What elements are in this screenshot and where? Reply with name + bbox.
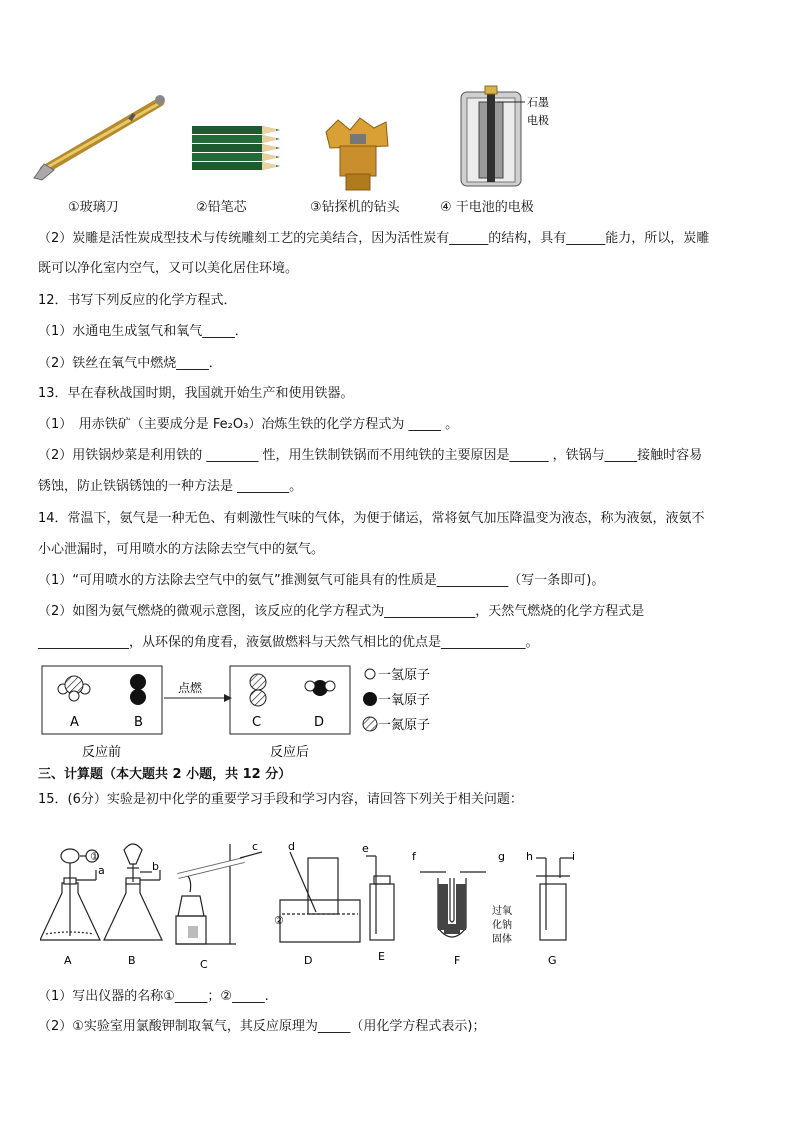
label-d: D — [314, 715, 325, 730]
mark-circle-1: ① — [90, 850, 100, 863]
nitrogen-atom — [250, 690, 266, 706]
q12-title: 12．书写下列反应的化学方程式． — [38, 293, 237, 308]
q11-part2-line1: （2）炭雕是活性炭成型技术与传统雕刻工艺的完美结合，因为活性炭有______的结构，具有______能力，所以，炭雕 — [38, 231, 710, 246]
drill-bit-image — [320, 116, 395, 194]
legend-oxygen: 一氧原子 — [378, 693, 431, 708]
mark-i: i — [572, 850, 576, 863]
mark-circle-2: ② — [274, 914, 284, 927]
caption-drill-bit: ③钻探机的钻头 — [310, 200, 400, 215]
q14-title-line2: 小心泄漏时，可用喷水的方法除去空气中的氨气。 — [38, 542, 325, 557]
apparatus-label-c: C — [200, 958, 208, 971]
apparatus-label-f: F — [454, 954, 461, 967]
q13-part2-line2: 锈蚀，防止铁锅锈蚀的一种方法是 ________。 — [38, 479, 303, 494]
legend-nitrogen: 一氮原子 — [378, 718, 431, 733]
q11-part2-line2: 既可以净化室内空气，又可以美化居住环境。 — [38, 261, 299, 276]
oxygen-atom — [130, 674, 146, 690]
q15-part2: （2）①实验室用氯酸钾制取氧气，其反应原理为_____（用化学方程式表示)； — [38, 1019, 486, 1034]
mark-f: f — [412, 850, 416, 863]
lab-apparatus-diagram — [40, 838, 600, 973]
mark-h: h — [526, 850, 533, 863]
q14-part1: （1）“可用喷水的方法除去空气中的氨气”推测氨气可能具有的性质是___________（写一条即可)。 — [38, 573, 605, 588]
label-a: A — [70, 715, 79, 730]
mark-g: g — [498, 850, 505, 863]
apparatus-label-d: D — [304, 954, 313, 967]
f-label-line2: 化钠 — [492, 920, 512, 931]
reaction-diagram — [38, 660, 458, 762]
apparatus-label-a: A — [64, 954, 72, 967]
mark-e: e — [362, 842, 369, 855]
label-before: 反应前 — [82, 745, 122, 760]
q14-part2-line1: （2）如图为氨气燃烧的微观示意图，该反应的化学方程式为______________，天然气燃烧的化学方程式是 — [38, 604, 645, 619]
battery-label-line1: 石墨 — [527, 96, 549, 109]
q12-part1: （1）水通电生成氢气和氧气_____． — [38, 324, 248, 339]
pencil-core-image — [192, 124, 287, 174]
section-3-heading: 三、计算题（本大题共 2 小题，共 12 分） — [38, 767, 292, 782]
water-h-atom — [325, 681, 335, 691]
caption-pencil-core: ②铅笔芯 — [196, 200, 247, 215]
caption-battery-electrode: ④ 干电池的电极 — [440, 200, 534, 215]
f-label-line1: 过氧 — [492, 906, 512, 917]
apparatus-label-b: B — [128, 954, 136, 967]
label-b: B — [134, 715, 143, 730]
nitrogen-atom — [250, 674, 266, 690]
caption-glass-cutter: ①玻璃刀 — [68, 200, 119, 215]
f-label-line3: 固体 — [492, 934, 512, 945]
mark-a: a — [98, 864, 105, 877]
q14-title-line1: 14．常温下，氨气是一种无色、有刺激性气味的气体，为便于储运，常将氨气加压降温变为液态，称为液氨，液氨不 — [38, 511, 705, 526]
arrow-label-ignite: 点燃 — [178, 681, 203, 695]
legend-hydrogen: 一氢原子 — [378, 668, 431, 683]
q15-title: 15．(6分）实验是初中化学的重要学习手段和学习内容，请回答下列关于相关问题： — [38, 792, 523, 807]
mark-b: b — [152, 860, 159, 873]
q13-part2-line1: （2）用铁锅炒菜是利用铁的 ________ 性，用生铁制铁锅而不用纯铁的主要原因是______ ，铁锅与_____接触时容易 — [38, 448, 703, 463]
q12-part2: （2）铁丝在氧气中燃烧_____． — [38, 356, 222, 371]
battery-label-line2: 电极 — [527, 114, 549, 127]
label-after: 反应后 — [270, 745, 310, 760]
ammonia-h-atom — [69, 691, 79, 701]
q14-part2-line2: ______________，从环保的角度看，液氨做燃料与天然气相比的优点是_____________。 — [38, 635, 539, 650]
apparatus-label-e: E — [378, 950, 385, 963]
mark-d: d — [288, 840, 295, 853]
glass-cutter-image — [30, 92, 170, 182]
q15-part1: （1）写出仪器的名称①_____；②_____. — [38, 989, 269, 1004]
q13-title: 13．早在春秋战国时期，我国就开始生产和使用铁器。 — [38, 386, 354, 401]
q13-part1: （1） 用赤铁矿（主要成分是 Fe₂O₃）冶炼生铁的化学方程式为 _____ 。 — [38, 417, 459, 432]
dry-battery-image — [455, 82, 560, 190]
apparatus-label-g: G — [548, 954, 557, 967]
mark-c: c — [252, 840, 259, 853]
label-c: C — [252, 715, 262, 730]
water-h-atom — [305, 681, 315, 691]
oxygen-atom — [130, 689, 146, 705]
